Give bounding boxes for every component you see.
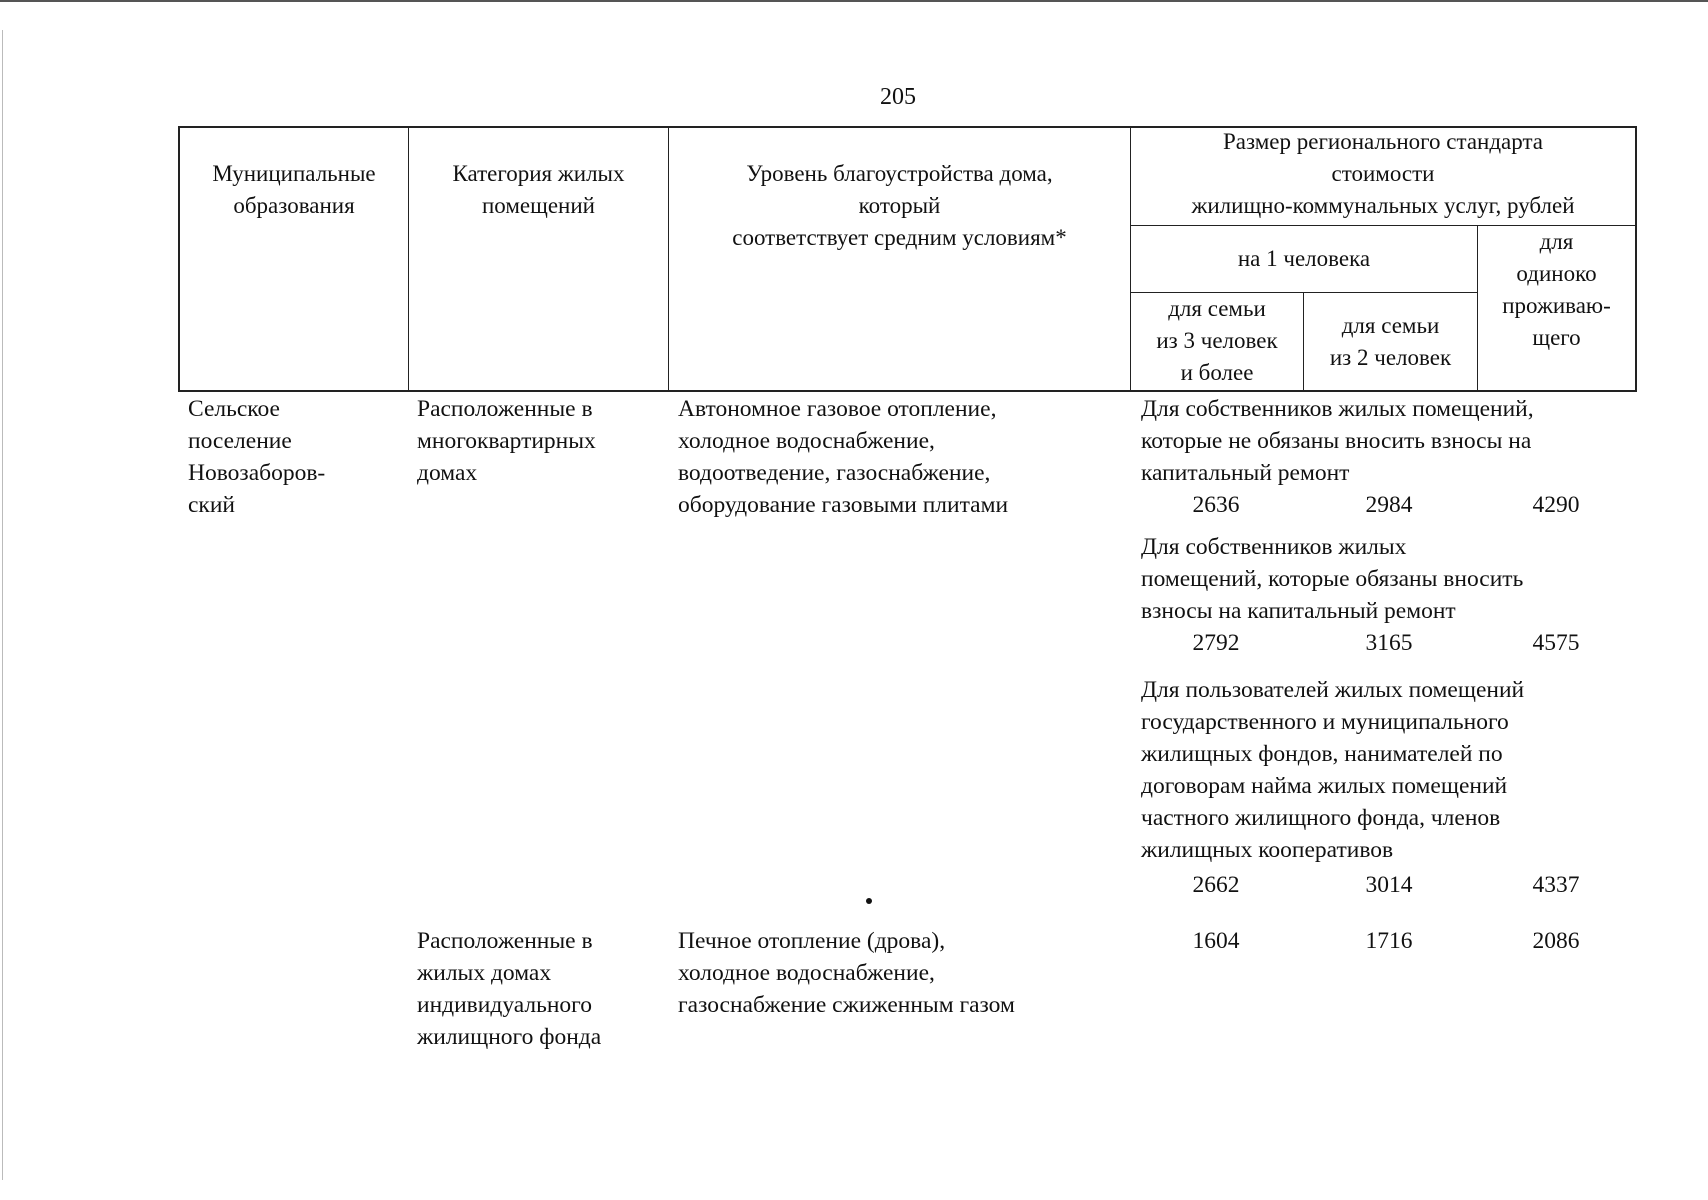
row1-category: Расположенные в многоквартирных домах <box>417 396 596 486</box>
row2-category: Расположенные в жилых домах индивидуального жилищного фонда <box>417 928 602 1050</box>
group1-label: Для собственников жилых помещений, которые не обязаны вносить взносы на капитальный ремонт <box>1141 396 1534 486</box>
header-level: Уровень благоустройства дома, который соответствует средним условиям* <box>732 161 1067 250</box>
group2-label: Для собственников жилых помещений, которые обязаны вносить взносы на капитальный ремонт <box>1141 534 1524 624</box>
group2-value-single: 4575 <box>1532 630 1580 656</box>
group1-value-family2: 2984 <box>1365 492 1413 518</box>
group3-value-single: 4337 <box>1532 872 1580 898</box>
header-family-2: для семьи из 2 человек <box>1329 313 1452 370</box>
header-category: Категория жилых помещений <box>452 161 625 218</box>
header-per-person: на 1 человека <box>1237 246 1371 271</box>
header-family-3: для семьи из 3 человек и более <box>1156 296 1278 385</box>
header-standard-size: Размер регионального стандарта стоимости жилищно-коммунальных услуг, рублей <box>1191 129 1575 218</box>
row1-level: Автономное газовое отопление, холодное водоснабжение, водоотведение, газоснабжение, оборудование газовыми плитами <box>678 396 1009 518</box>
row2-value-single: 2086 <box>1532 928 1580 954</box>
header-border-right <box>1635 126 1637 392</box>
row1-municipality: Сельское поселение Новозаборов- ский <box>188 396 326 518</box>
scan-dot <box>866 898 872 904</box>
row2-value-family3: 1604 <box>1192 928 1240 954</box>
group2-value-family2: 3165 <box>1365 630 1413 656</box>
table-header <box>178 126 1637 392</box>
header-border-bottom <box>178 390 1637 392</box>
group3-value-family3: 2662 <box>1192 872 1240 898</box>
header-single: для одиноко проживаю- щего <box>1502 229 1611 350</box>
group1-value-single: 4290 <box>1532 492 1580 518</box>
row2-level: Печное отопление (дрова), холодное водоснабжение, газоснабжение сжиженным газом <box>678 928 1015 1018</box>
left-scan-edge <box>2 30 3 1180</box>
group2-value-family3: 2792 <box>1192 630 1240 656</box>
row2-value-family2: 1716 <box>1365 928 1413 954</box>
page-number: 205 <box>880 84 916 110</box>
header-municipality: Муниципальные образования <box>212 161 376 218</box>
top-border-line <box>0 0 1708 6</box>
group1-value-family3: 2636 <box>1192 492 1240 518</box>
group3-label: Для пользователей жилых помещений государственного и муниципального жилищных фондов, нанимателей по договорам найма жилых помещений частного жилищного фонда, членов жилищных кооперативов <box>1141 677 1525 863</box>
group3-value-family2: 3014 <box>1365 872 1413 898</box>
